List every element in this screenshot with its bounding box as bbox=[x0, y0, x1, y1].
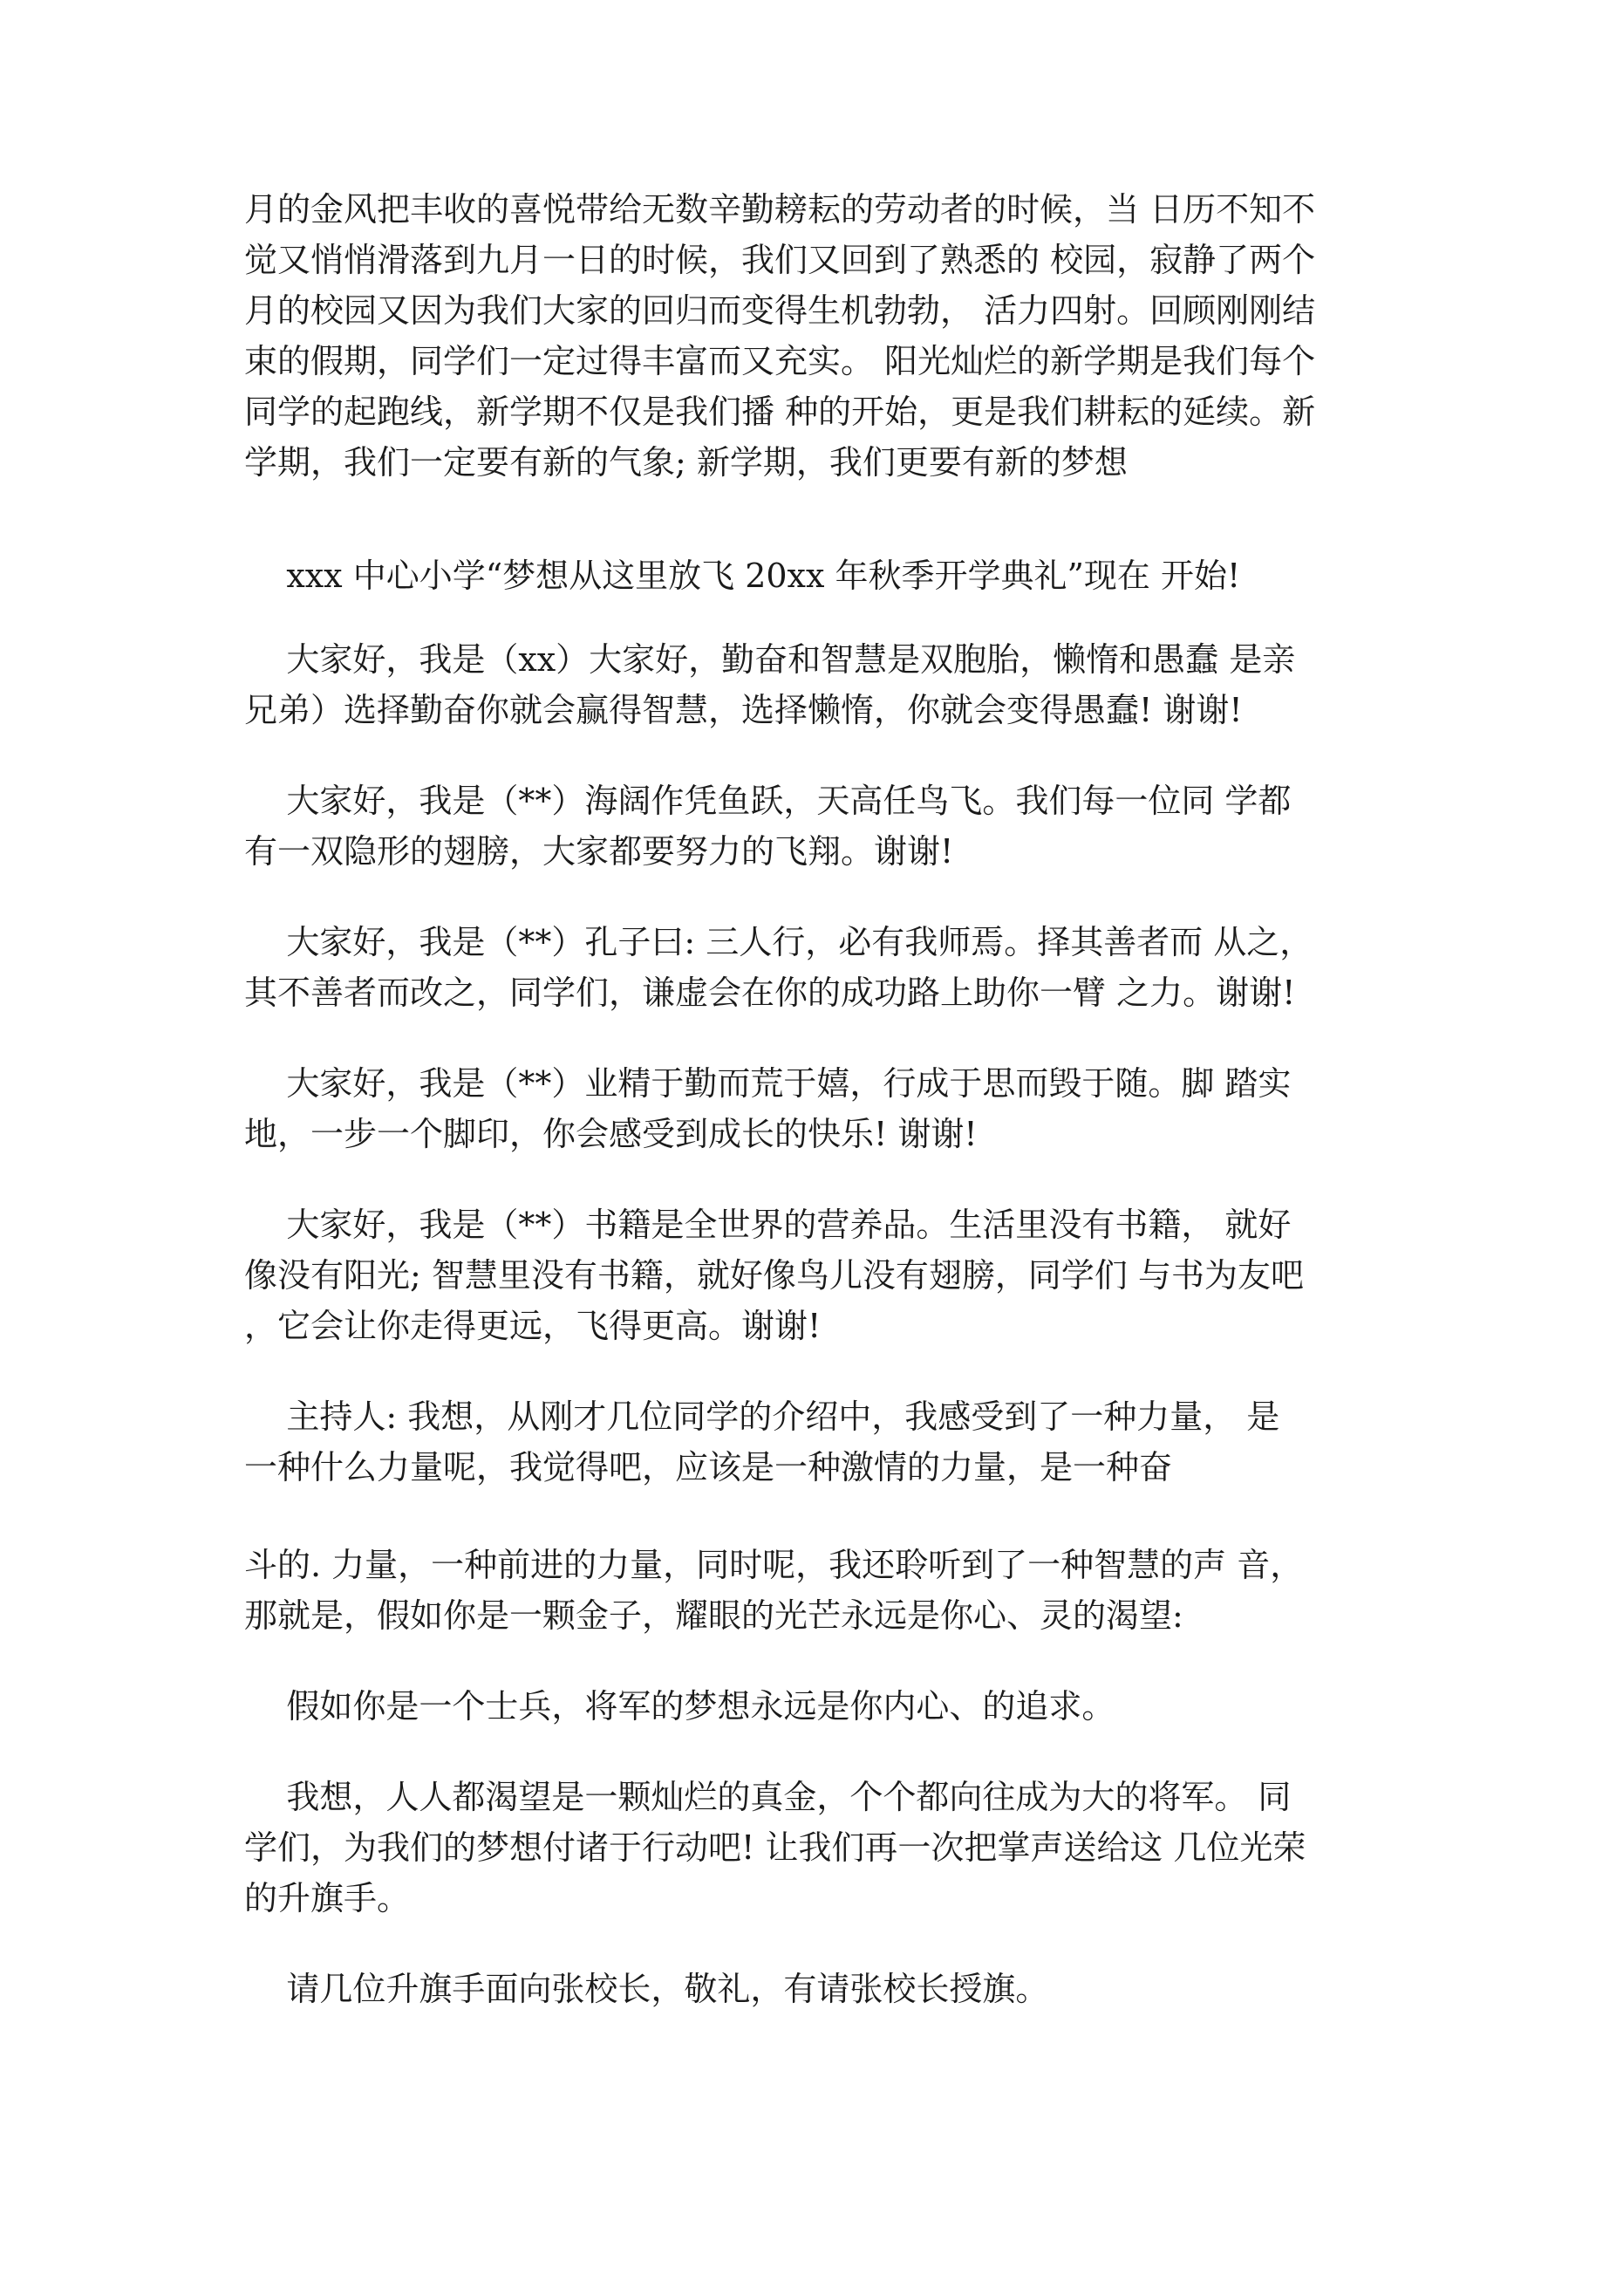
text-line: 月的校园又因为我们大家的回归而变得生机勃勃， 活力四射。回顾刚刚结 bbox=[244, 291, 1316, 330]
text-line: 月的金风把丰收的喜悦带给无数辛勤耪耘的劳动者的时候，当 日历不知不 bbox=[244, 190, 1316, 229]
text-line: 大家好，我是（**）海阔作凭鱼跃，天高任鸟飞。我们每一位同 学都 bbox=[244, 782, 1292, 820]
text-line: 同学的起跑线，新学期不仅是我们播 种的开始，更是我们耕耘的延续。新 bbox=[244, 393, 1316, 431]
text-line: 主持人: 我想，从刚才几位同学的介绍中，我感受到了一种力量， 是 bbox=[244, 1397, 1280, 1436]
text-line: 一种什么力量呢，我觉得吧，应该是一种激情的力量，是一种奋 bbox=[244, 1448, 1173, 1486]
text-line: 学期，我们一定要有新的气象; 新学期，我们更要有新的梦想 bbox=[244, 443, 1128, 482]
text-line: 学们，为我们的梦想付诸于行动吧! 让我们再一次把掌声送给这 几位光荣 bbox=[244, 1828, 1306, 1867]
text-line: 那就是，假如你是一颗金子，耀眼的光芒永远是你心、灵的渴望: bbox=[244, 1596, 1183, 1635]
text-line: 地，一步一个脚印，你会感受到成长的快乐! 谢谢! bbox=[244, 1115, 978, 1153]
text-line: 大家好，我是（xx）大家好，勤奋和智慧是双胞胎，懒惰和愚蠢 是亲 bbox=[244, 640, 1296, 679]
text-line: 大家好，我是（**）业精于勤而荒于嬉，行成于思而毁于随。脚 踏实 bbox=[244, 1064, 1292, 1103]
text-line: 兄弟）选择勤奋你就会赢得智慧，选择懒惰，你就会变得愚蠢! 谢谢! bbox=[244, 691, 1243, 729]
text-line: 大家好，我是（**）孔子曰: 三人行，必有我师焉。择其善者而 从之， bbox=[244, 923, 1313, 961]
text-line: 束的假期，同学们一定过得丰富而又充实。 阳光灿烂的新学期是我们每个 bbox=[244, 342, 1316, 380]
text-line: 像没有阳光; 智慧里没有书籍，就好像鸟儿没有翅膀，同学们 与书为友吧 bbox=[244, 1256, 1304, 1295]
text-line: 其不善者而改之，同学们，谦虚会在你的成功路上助你一臂 之力。谢谢! bbox=[244, 974, 1296, 1012]
text-line: 觉又悄悄滑落到九月一日的时候，我们又回到了熟悉的 校园，寂静了两个 bbox=[244, 241, 1316, 279]
text-line: 的升旗手。 bbox=[244, 1879, 411, 1917]
text-line: 我想，人人都渴望是一颗灿烂的真金，个个都向往成为大的将军。 同 bbox=[244, 1778, 1292, 1816]
document-body bbox=[244, 0, 1413, 2008]
text-line: 请几位升旗手面向张校长，敬礼，有请张校长授旗。 bbox=[244, 1970, 1049, 2008]
text-line: 大家好，我是（**）书籍是全世界的营养品。生活里没有书籍， 就好 bbox=[244, 1206, 1292, 1244]
text-line: 假如你是一个士兵，将军的梦想永远是你内心、的追求。 bbox=[244, 1687, 1115, 1725]
text-line: ，它会让你走得更远，飞得更高。谢谢! bbox=[244, 1307, 822, 1345]
text-line: xxx 中心小学“梦想从这里放飞 20xx 年秋季开学典礼”现在 开始! bbox=[244, 557, 1241, 595]
text-line: 有一双隐形的翅膀，大家都要努力的飞翔。谢谢! bbox=[244, 832, 954, 871]
text-line: 斗的. 力量，一种前进的力量，同时呢，我还聆听到了一种智慧的声 音， bbox=[244, 1546, 1304, 1584]
